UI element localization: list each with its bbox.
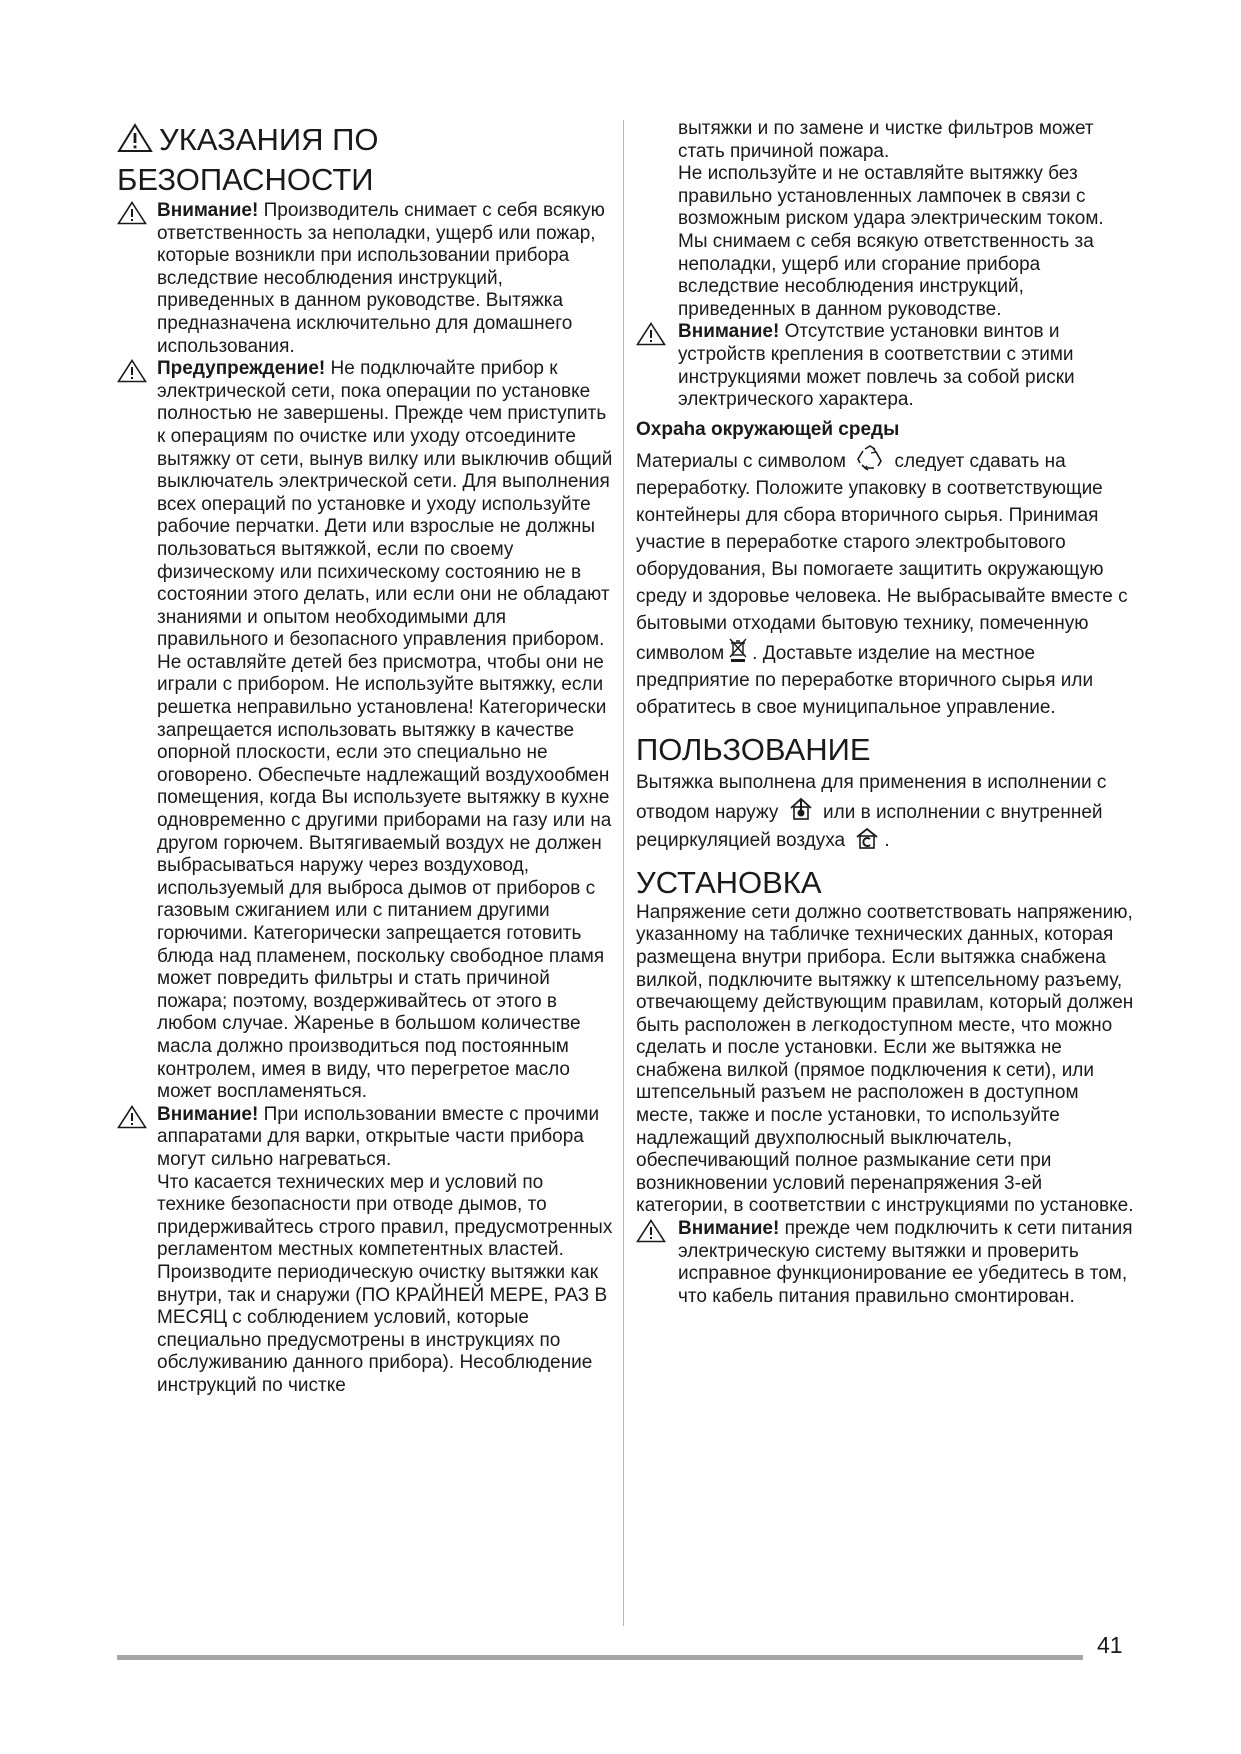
environment-heading: Oxpaha окружающей среды (636, 418, 900, 440)
usage-text (636, 769, 1136, 854)
warning-text: Производитель снимает с себя всякую ответственность за неполадки, ущерб или пожар, которые возникли при использовании прибора вследствие несоблюдения инструкций, приведенных в данном руководстве. Вытяжка предназначена исключительно для домашнего использования. (157, 200, 605, 357)
warning-lead: Внимание! (157, 200, 259, 221)
safety-heading-line1: УКАЗАНИЯ ПО (159, 122, 379, 157)
warning-lead: Внимание! (678, 1218, 780, 1240)
warning-icon (636, 322, 666, 346)
warning-block-2 (117, 358, 615, 652)
usage-heading: ПОЛЬЗОВАНИЕ (636, 731, 871, 767)
warning-lead: Внимание! (157, 1103, 259, 1125)
environment-text-c: символом (636, 642, 725, 664)
warning-text: прежде чем подключить к сети питания электрическую систему вытяжки и проверить исправное функционирование ее убедитесь в том, что кабель питания правильно смонтирован. (678, 1218, 1133, 1307)
left-column (117, 120, 615, 1397)
environment-text-a: Материалы с символом (636, 450, 846, 472)
column-divider (623, 120, 624, 1626)
warning-block-1 (117, 200, 615, 358)
safety-paragraph-2: Что касается технических мер и условий по технике безопасности при отводе дымов, то придерживайтесь строго правил, предусмотренных регламентом местных компетентных властей. Производите периодическую очистку вытяжки как внутри, так и снаружи (ПО КРАЙНЕЙ МЕРЕ, РАЗ В МЕСЯЦ с соблюдением условий, которые специально предусмотрены в инструкциях по обслуживанию данного прибора). Несоблюдение инструкций по чистке (157, 1171, 613, 1396)
environment-text-b: следует сдавать на переработку. Положите упаковку в соответствующие контейнеры для сбора вторичного сырья. Принимая участие в переработке старого электробытового оборудования, Вы помогаете защитить окружающую среду и здоровье человека. Не выбрасывайте вместе с бытовыми отходами бытовую технику, помеченную (636, 450, 1128, 634)
usage-text-c: . (884, 829, 890, 851)
usage-text-a: Вытяжка выполнена для применения в исполнении с отводом наружу (636, 771, 1107, 823)
footer-rule (117, 1655, 1083, 1660)
warning-icon (117, 359, 147, 383)
recycle-icon (855, 445, 885, 471)
warning-text: При использовании вместе с прочими аппаратами для варки, открытые части прибора могут сильно нагреваться. (157, 1103, 600, 1170)
usage-text-b: или в исполнении с внутренней рециркуляцией воздуха (636, 801, 1103, 851)
environment-text-d: . Доставьте изделие на местное предприятие по переработке вторичного сырья или обратитесь в свое муниципальное управление. (636, 642, 1094, 718)
page-number: 41 (1097, 1632, 1123, 1658)
crossed-bin-icon (728, 637, 748, 663)
warning-icon (117, 201, 147, 225)
safety-continuation-1: вытяжки и по замене и чистке фильтров может стать причиной пожара. (678, 118, 1094, 162)
warning-icon (117, 123, 153, 153)
warning-lead: Предупреждение! (157, 358, 326, 380)
warning-block-4 (636, 321, 1136, 411)
right-column (636, 118, 1136, 1308)
installation-text: Напряжение сети должно соответствовать напряжению, указанному на табличке технических данных, которая размещена внутри прибора. Если вытяжка снабжена вилкой, подключите вытяжку к штепсельному разъему, отвечающему действующим правилам, который должен быть расположен в легкодоступном месте, что можно сделать и после установки. Если же вытяжка не снабжена вилкой (прямое подключения к сети), или штепсельный разъем не расположен в доступном месте, также и после установки, то используйте надлежащий двухполюсный выключатель, обеспечивающий полное размыкание сети при возникновении условий перенапряжения 3-ей категории, в соответствии с инструкциями по установке. (636, 901, 1134, 1217)
warning-icon (636, 1219, 666, 1243)
installation-heading: УСТАНОВКА (636, 864, 822, 900)
warning-text: Не подключайте прибор к электрической сети, пока операции по установке полностью не завершены. Прежде чем приступить к операциям по очистке или уходу отсоедините вытяжку от сети, вынув вилку или выключив общий выключатель электрической сети. Для выполнения всех операций по установке и уходу используйте рабочие перчатки. Дети или взрослые не должны пользоваться вытяжкой, если по своему физическому или психическому состоянию не в состоянии этого делать, или если они не обладают знаниями и опытом необходимыми для правильного и безопасного управления прибором. (157, 358, 613, 651)
warning-block-3 (117, 1104, 615, 1172)
safety-paragraph-1: Не оставляйте детей без присмотра, чтобы они не играли с прибором. Не используйте вытяжку, если решетка неправильно установлена! Категорически запрещается использовать вытяжку в качестве опорной плоскости, если это специально не оговорено. Обеспечьте надлежащий воздухообмен помещения, когда Вы используете вытяжку в кухне одновременно с другими приборами на газу или на другом горючем. Вытягиваемый воздух не должен выбрасываться наружу через воздуховод, используемый для выброса дымов от приборов с газовым сжиганием или с питанием другими горючими. Категорически запрещается готовить блюда над пламенем, поскольку свободное пламя может повредить фильтры и стать причиной пожара; поэтому, воздерживайтесь от этого в любом случае. Жаренье в большом количестве масла должно производиться под постоянным контролем, имея в виду, что перегретое масло может воспламеняться. (157, 651, 612, 1103)
warning-text: Отсутствие установки винтов и устройств крепления в соответствии с этими инструкциями может повлечь за собой риски электрического характера. (678, 321, 1075, 411)
environment-text (636, 445, 1136, 721)
safety-heading-line2: БЕЗОПАСНОСТИ (117, 162, 374, 197)
safety-heading (117, 120, 615, 200)
warning-block-5 (636, 1218, 1136, 1308)
safety-continuation-2: Не используйте и не оставляйте вытяжку без правильно установленных лампочек в связи с возможным риском удара электрическим током. Мы снимаем с себя всякую ответственность за неполадки, ущерб или сгорание прибора вследствие несоблюдения инструкций, приведенных в данном руководстве. (678, 163, 1104, 320)
warning-icon (117, 1105, 147, 1129)
duct-exhaust-icon (788, 796, 814, 822)
warning-lead: Внимание! (678, 321, 780, 343)
recirculation-icon (854, 826, 880, 850)
